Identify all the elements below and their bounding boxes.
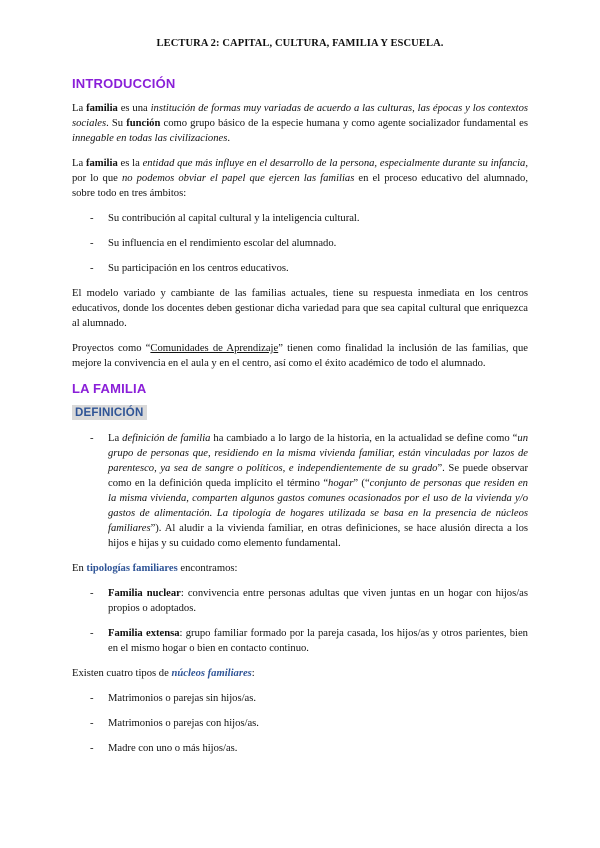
list-item: - Madre con uno o más hijos/as. bbox=[72, 741, 528, 756]
intro-bullet-list bbox=[72, 211, 528, 276]
intro-paragraph-1: La familia es una institución de formas muy variadas de acuerdo a las culturas, las épocas y los contextos sociales. Su función como grupo básico de la especie humana y como agente socializador fundamental es innegable en todas las civilizaciones. bbox=[72, 103, 528, 144]
document-title: LECTURA 2: CAPITAL, CULTURA, FAMILIA Y ESCUELA. bbox=[156, 38, 444, 49]
definicion-list bbox=[72, 431, 528, 551]
tipologias-paragraph: En tipologías familiares encontramos: bbox=[72, 563, 238, 574]
intro-paragraph-2: La familia es la entidad que más influye en el desarrollo de la persona, especialmente durante su infancia, por lo que no podemos obviar el papel que ejercen las familias en el proceso educativo del alumnado, sobre todo en tres ámbitos: bbox=[72, 158, 528, 199]
tipologias-list bbox=[72, 586, 528, 656]
nucleos-list bbox=[72, 691, 528, 756]
section-heading-familia: LA FAMILIA bbox=[72, 381, 147, 396]
list-item: - Su influencia en el rendimiento escolar del alumnado. bbox=[72, 236, 528, 251]
list-item: - Matrimonios o parejas sin hijos/as. bbox=[72, 691, 528, 706]
intro-paragraph-4: Proyectos como “Comunidades de Aprendizaje” tienen como finalidad la inclusión de las familias, que mejore la convivencia en el aula y en el centro, así como el éxito académico de todo el alumnado. bbox=[72, 343, 528, 369]
list-item: - Familia nuclear: convivencia entre personas adultas que viven juntas en un hogar con hijos/as propios o adoptados. bbox=[72, 586, 528, 616]
list-item: - Matrimonios o parejas con hijos/as. bbox=[72, 716, 528, 731]
subheading-definicion: DEFINICIÓN bbox=[72, 405, 147, 420]
list-item: - Su contribución al capital cultural y la inteligencia cultural. bbox=[72, 211, 528, 226]
list-item: - Su participación en los centros educativos. bbox=[72, 261, 528, 276]
list-item: - Familia extensa: grupo familiar formado por la pareja casada, los hijos/as y otros parientes, bien en el mismo hogar o bien en contacto continuo. bbox=[72, 626, 528, 656]
comunidades-aprendizaje-link: Comunidades de Aprendizaje bbox=[150, 343, 279, 354]
list-item: - La definición de familia ha cambiado a lo largo de la historia, en la actualidad se define como “un grupo de personas que, residiendo en la misma vivienda familiar, están vinculadas por lazos de parentesco, ya sea de sangre o políticos, e independientemente de su grado”. Se puede observar como en la definición queda implícito el término “hogar” (“conjunto de personas que residen en la misma vivienda, comparten algunos gastos comunes ocasionados por el uso de la vivienda y/o gastos de alimentación. La tipología de hogares utilizada se basa en la presencia de núcleos familiares”). Al aludir a la vivienda familiar, en otras definiciones, se hace alusión directa a los hijos e hijas y su cuidado como elemento fundamental. bbox=[72, 431, 528, 551]
nucleos-paragraph: Existen cuatro tipos de núcleos familiares: bbox=[72, 668, 255, 679]
section-heading-introduccion: INTRODUCCIÓN bbox=[72, 76, 176, 91]
intro-paragraph-3: El modelo variado y cambiante de las familias actuales, tiene su respuesta inmediata en los centros educativos, donde los docentes deben gestionar dicha variedad para que sea capital cultural que enriquezca al alumnado. bbox=[72, 288, 528, 329]
